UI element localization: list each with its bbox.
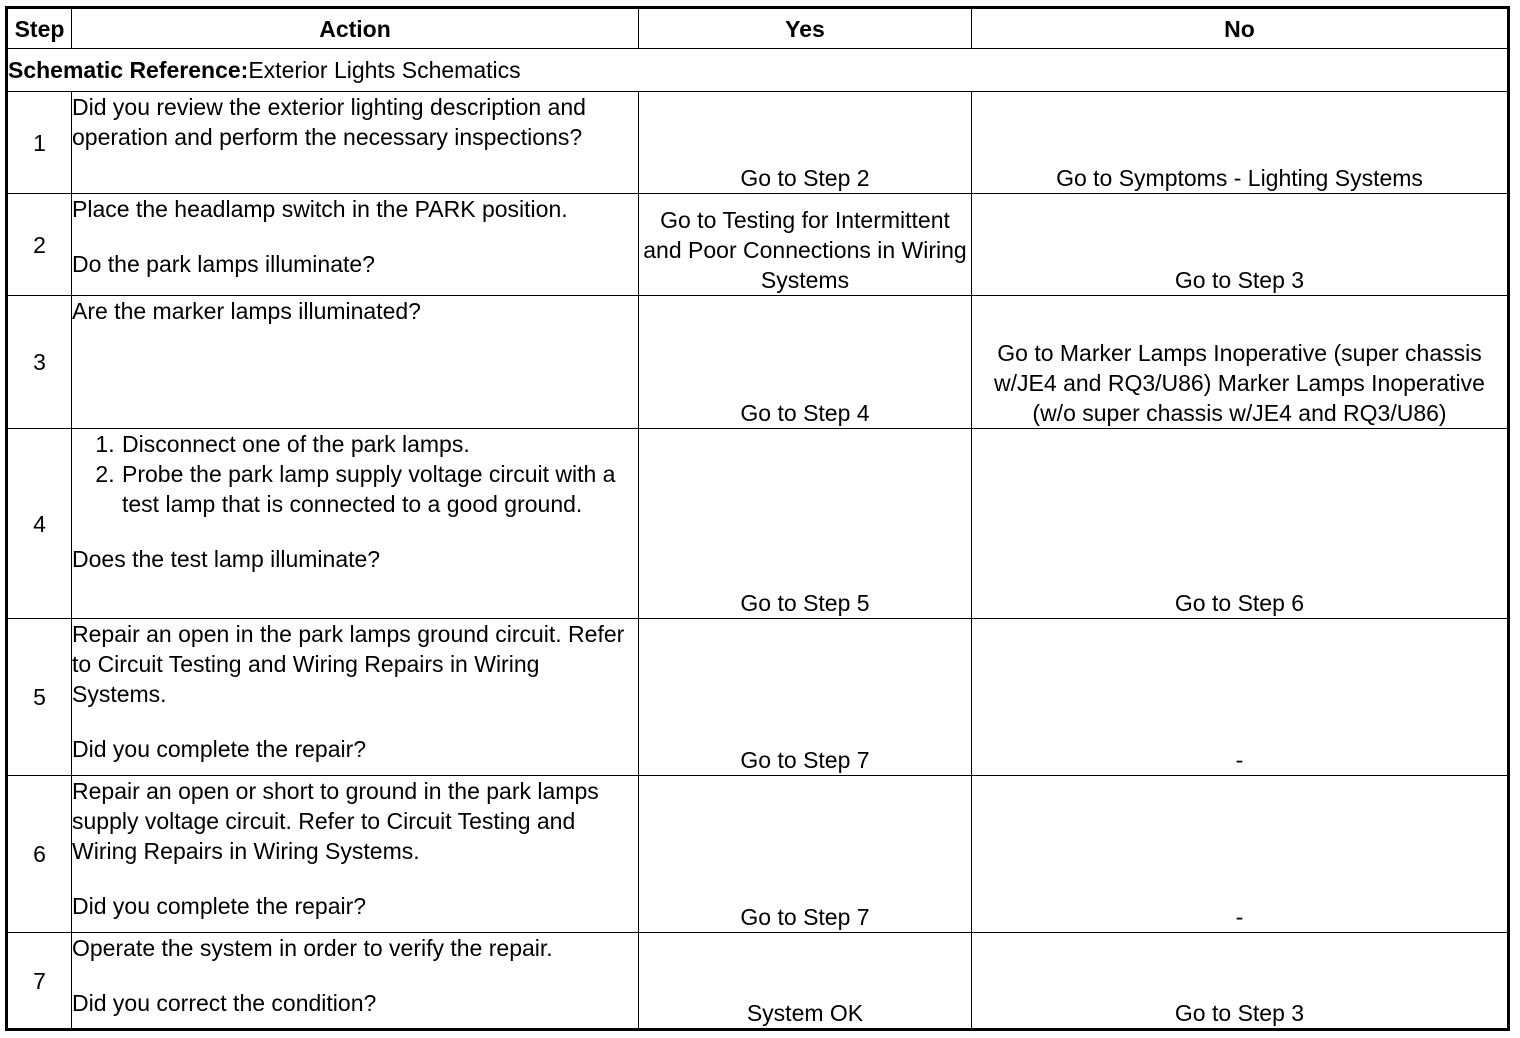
- yes-cell[interactable]: Go to Step 7: [639, 619, 972, 776]
- table-row: [7, 296, 1509, 429]
- action-cell: [72, 194, 639, 296]
- schematic-reference-label: Schematic Reference:: [8, 57, 249, 83]
- schematic-reference-link[interactable]: Exterior Lights Schematics: [248, 57, 521, 83]
- step-number: 2: [7, 194, 72, 296]
- table-row: [7, 194, 1509, 296]
- action-question: Did you complete the repair?: [72, 893, 367, 919]
- no-cell[interactable]: Go to Step 3: [972, 194, 1509, 296]
- no-cell[interactable]: Go to Step 6: [972, 429, 1509, 619]
- header-step: Step: [7, 8, 72, 49]
- table-row: [7, 619, 1509, 776]
- yes-cell[interactable]: Go to Step 5: [639, 429, 972, 619]
- step-number: 6: [7, 776, 72, 933]
- table-row: [7, 933, 1509, 1030]
- action-cell: [72, 619, 639, 776]
- action-cell: [72, 776, 639, 933]
- action-cell: [72, 933, 639, 1030]
- action-steps-list: [72, 429, 638, 519]
- action-question: Did you correct the condition?: [72, 990, 377, 1016]
- action-text: Operate the system in order to verify the repair.: [72, 935, 553, 961]
- yes-cell[interactable]: Go to Step 7: [639, 776, 972, 933]
- table-row: [7, 92, 1509, 194]
- header-action: Action: [72, 8, 639, 49]
- step-number: 3: [7, 296, 72, 429]
- step-number: 5: [7, 619, 72, 776]
- header-no: No: [972, 8, 1509, 49]
- yes-cell: System OK: [639, 933, 972, 1030]
- action-text: Repair an open in the park lamps ground circuit. Refer to Circuit Testing and Wiring Repairs in Wiring Systems.: [72, 621, 625, 707]
- no-cell[interactable]: Go to Marker Lamps Inoperative (super chassis w/JE4 and RQ3/U86) Marker Lamps Inoperative (w/o super chassis w/JE4 and RQ3/U86): [972, 296, 1509, 429]
- step-number: 1: [7, 92, 72, 194]
- yes-cell[interactable]: Go to Testing for Intermittent and Poor Connections in Wiring Systems: [639, 194, 972, 296]
- no-cell: -: [972, 776, 1509, 933]
- no-cell[interactable]: Go to Step 3: [972, 933, 1509, 1030]
- action-cell: [72, 92, 639, 194]
- header-yes: Yes: [639, 8, 972, 49]
- step-number: 7: [7, 933, 72, 1030]
- action-question: Do the park lamps illuminate?: [72, 251, 375, 277]
- schematic-reference-row: [7, 49, 1509, 92]
- table-row: [7, 429, 1509, 619]
- action-cell: [72, 296, 639, 429]
- list-item: 2. Probe the park lamp supply voltage circuit with a test lamp that is connected to a good ground.: [121, 459, 638, 519]
- action-text: Are the marker lamps illuminated?: [72, 298, 421, 324]
- schematic-reference: [7, 49, 1509, 92]
- yes-cell[interactable]: Go to Step 4: [639, 296, 972, 429]
- no-cell: -: [972, 619, 1509, 776]
- action-question: Does the test lamp illuminate?: [72, 546, 381, 572]
- action-text: Repair an open or short to ground in the park lamps supply voltage circuit. Refer to Circuit Testing and Wiring Repairs in Wiring Systems.: [72, 778, 599, 864]
- diagnostic-table: [5, 6, 1510, 1031]
- action-question: Did you complete the repair?: [72, 736, 367, 762]
- step-number: 4: [7, 429, 72, 619]
- no-cell[interactable]: Go to Symptoms - Lighting Systems: [972, 92, 1509, 194]
- yes-cell[interactable]: Go to Step 2: [639, 92, 972, 194]
- action-text: Place the headlamp switch in the PARK position.: [72, 196, 568, 222]
- action-cell: [72, 429, 639, 619]
- header-row: [7, 8, 1509, 49]
- action-text: Did you review the exterior lighting description and operation and perform the necessary inspections?: [72, 94, 586, 150]
- table-row: [7, 776, 1509, 933]
- list-item: 1. Disconnect one of the park lamps.: [121, 429, 638, 459]
